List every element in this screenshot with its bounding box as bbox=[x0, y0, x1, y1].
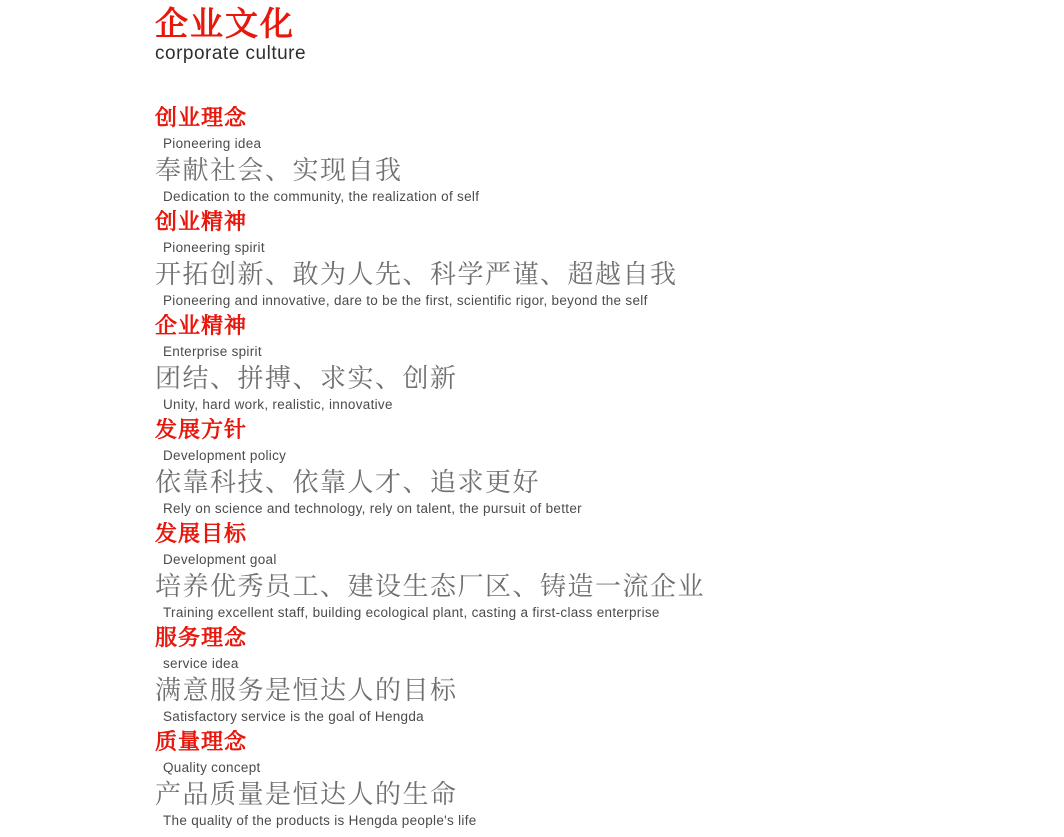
section-body-cn: 培养优秀员工、建设生态厂区、铸造一流企业 bbox=[155, 572, 706, 601]
section-enterprise-spirit bbox=[155, 314, 955, 418]
section-heading-en: Pioneering idea bbox=[163, 136, 262, 151]
section-heading-cn: 发展目标 bbox=[155, 522, 248, 546]
section-development-goal bbox=[155, 522, 955, 626]
section-heading-cn: 创业精神 bbox=[155, 210, 248, 234]
section-body-cn: 团结、拼搏、求实、创新 bbox=[155, 364, 458, 393]
section-body-cn: 满意服务是恒达人的目标 bbox=[155, 676, 458, 705]
section-quality-concept bbox=[155, 730, 955, 834]
section-heading-en: service idea bbox=[163, 656, 239, 671]
section-body-en: Satisfactory service is the goal of Hengda bbox=[163, 709, 424, 724]
section-body-en: Training excellent staff, building ecological plant, casting a first-class enterprise bbox=[163, 605, 660, 620]
section-pioneering-idea bbox=[155, 106, 955, 210]
section-heading-en: Enterprise spirit bbox=[163, 344, 262, 359]
page-title-en: corporate culture bbox=[155, 43, 307, 64]
section-development-policy bbox=[155, 418, 955, 522]
section-body-cn: 依靠科技、依靠人才、追求更好 bbox=[155, 468, 541, 497]
section-body-cn: 产品质量是恒达人的生命 bbox=[155, 780, 458, 809]
section-heading-en: Development goal bbox=[163, 552, 277, 567]
section-body-en: The quality of the products is Hengda people's life bbox=[163, 813, 477, 828]
section-body-cn: 奉献社会、实现自我 bbox=[155, 156, 403, 185]
corporate-culture-page bbox=[155, 6, 955, 834]
section-body-en: Unity, hard work, realistic, innovative bbox=[163, 397, 393, 412]
section-heading-cn: 企业精神 bbox=[155, 314, 248, 338]
section-body-cn: 开拓创新、敢为人先、科学严谨、超越自我 bbox=[155, 260, 678, 289]
section-heading-en: Quality concept bbox=[163, 760, 261, 775]
section-body-en: Pioneering and innovative, dare to be the first, scientific rigor, beyond the self bbox=[163, 293, 648, 308]
section-heading-cn: 质量理念 bbox=[155, 730, 248, 754]
section-heading-en: Pioneering spirit bbox=[163, 240, 265, 255]
section-heading-en: Development policy bbox=[163, 448, 287, 463]
culture-sections bbox=[155, 106, 955, 834]
page-title-cn: 企业文化 bbox=[155, 5, 295, 42]
section-pioneering-spirit bbox=[155, 210, 955, 314]
section-body-en: Rely on science and technology, rely on talent, the pursuit of better bbox=[163, 501, 582, 516]
section-heading-cn: 创业理念 bbox=[155, 106, 248, 130]
section-heading-cn: 服务理念 bbox=[155, 626, 248, 650]
section-heading-cn: 发展方针 bbox=[155, 418, 248, 442]
section-service-idea bbox=[155, 626, 955, 730]
section-body-en: Dedication to the community, the realization of self bbox=[163, 189, 480, 204]
